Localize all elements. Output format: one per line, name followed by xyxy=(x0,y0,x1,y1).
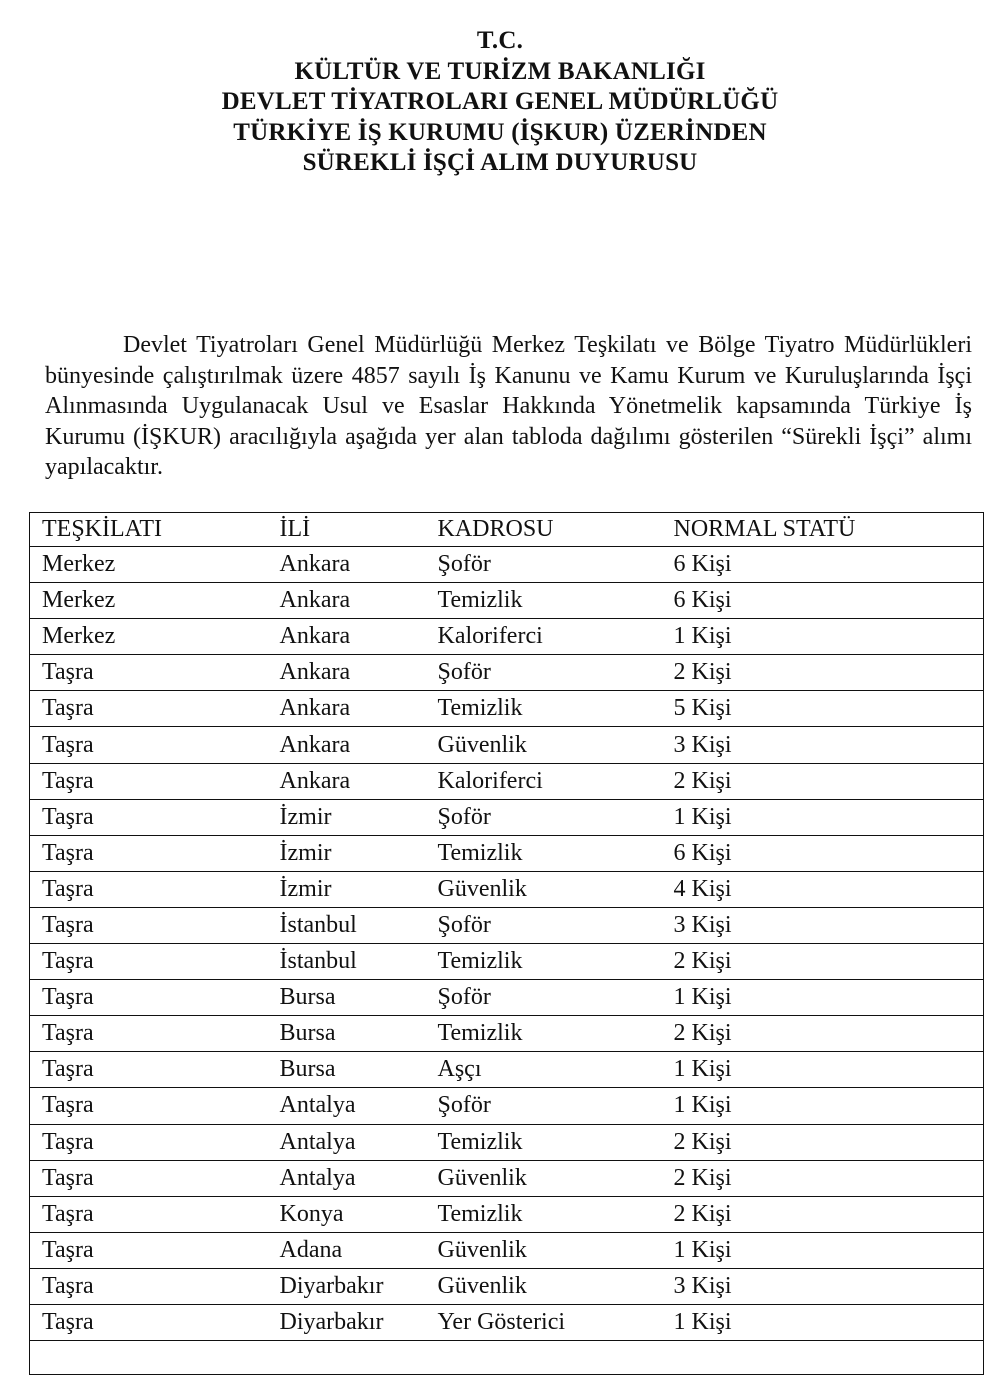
table-row xyxy=(30,1268,984,1304)
cell-kadrosu: Temizlik xyxy=(426,583,662,619)
cell-kadrosu: Şoför xyxy=(426,1088,662,1124)
cell-kadrosu: Temizlik xyxy=(426,944,662,980)
cell-normal-statu: 1 Kişi xyxy=(662,1088,984,1124)
cell-ili: Ankara xyxy=(268,763,426,799)
cell-ili: İstanbul xyxy=(268,907,426,943)
cell-normal-statu: 5 Kişi xyxy=(662,691,984,727)
cell-ili: Ankara xyxy=(268,691,426,727)
cell-ili: Ankara xyxy=(268,547,426,583)
cell-normal-statu: 2 Kişi xyxy=(662,655,984,691)
cell-ili: Diyarbakır xyxy=(268,1304,426,1340)
cell-ili: Antalya xyxy=(268,1088,426,1124)
table-row xyxy=(30,1232,984,1268)
cell-ili: Diyarbakır xyxy=(268,1268,426,1304)
cell-normal-statu: 2 Kişi xyxy=(662,1124,984,1160)
cell-teskilati: Taşra xyxy=(30,1124,268,1160)
table-row xyxy=(30,727,984,763)
cell-kadrosu: Güvenlik xyxy=(426,1232,662,1268)
table-row xyxy=(30,655,984,691)
table-row xyxy=(30,907,984,943)
cell-ili: İzmir xyxy=(268,799,426,835)
cell-normal-statu: 1 Kişi xyxy=(662,799,984,835)
header-agency: TÜRKİYE İŞ KURUMU (İŞKUR) ÜZERİNDEN xyxy=(233,118,767,146)
cell-kadrosu: Şoför xyxy=(426,980,662,1016)
table-row xyxy=(30,583,984,619)
cell-ili: Ankara xyxy=(268,619,426,655)
cell-kadrosu: Kaloriferci xyxy=(426,619,662,655)
cell-normal-statu: 6 Kişi xyxy=(662,835,984,871)
cell-normal-statu: 3 Kişi xyxy=(662,907,984,943)
header-normal-statu: NORMAL STATÜ xyxy=(662,513,984,547)
cell-normal-statu: 1 Kişi xyxy=(662,1232,984,1268)
empty-cell xyxy=(30,1341,984,1375)
table-row xyxy=(30,871,984,907)
cell-normal-statu: 4 Kişi xyxy=(662,871,984,907)
header-tc: T.C. xyxy=(476,27,524,54)
cell-teskilati: Taşra xyxy=(30,727,268,763)
cell-ili: Ankara xyxy=(268,583,426,619)
cell-kadrosu: Güvenlik xyxy=(426,727,662,763)
cell-teskilati: Taşra xyxy=(30,944,268,980)
table-row xyxy=(30,944,984,980)
cell-kadrosu: Şoför xyxy=(426,799,662,835)
cell-teskilati: Taşra xyxy=(30,907,268,943)
header-ministry: KÜLTÜR VE TURİZM BAKANLIĞI xyxy=(294,57,706,85)
cell-kadrosu: Temizlik xyxy=(426,691,662,727)
header-kadrosu: KADROSU xyxy=(426,513,662,547)
cell-kadrosu: Kaloriferci xyxy=(426,763,662,799)
cell-teskilati: Taşra xyxy=(30,1268,268,1304)
cell-ili: Ankara xyxy=(268,655,426,691)
cell-teskilati: Taşra xyxy=(30,871,268,907)
cell-normal-statu: 1 Kişi xyxy=(662,980,984,1016)
cell-teskilati: Taşra xyxy=(30,691,268,727)
recruitment-table xyxy=(29,512,984,1375)
cell-teskilati: Taşra xyxy=(30,835,268,871)
cell-ili: Adana xyxy=(268,1232,426,1268)
table-row xyxy=(30,547,984,583)
cell-teskilati: Taşra xyxy=(30,1052,268,1088)
cell-teskilati: Taşra xyxy=(30,763,268,799)
cell-teskilati: Taşra xyxy=(30,1232,268,1268)
cell-ili: Bursa xyxy=(268,1016,426,1052)
table-body xyxy=(30,547,984,1375)
cell-kadrosu: Temizlik xyxy=(426,835,662,871)
cell-teskilati: Merkez xyxy=(30,583,268,619)
cell-teskilati: Merkez xyxy=(30,619,268,655)
cell-kadrosu: Güvenlik xyxy=(426,1160,662,1196)
cell-normal-statu: 2 Kişi xyxy=(662,944,984,980)
cell-ili: Ankara xyxy=(268,727,426,763)
cell-ili: Bursa xyxy=(268,980,426,1016)
header-announcement-title: SÜREKLİ İŞÇİ ALIM DUYURUSU xyxy=(302,149,698,176)
cell-kadrosu: Aşçı xyxy=(426,1052,662,1088)
cell-teskilati: Taşra xyxy=(30,1196,268,1232)
cell-normal-statu: 2 Kişi xyxy=(662,1160,984,1196)
table-row xyxy=(30,835,984,871)
header-ili: İLİ xyxy=(268,513,426,547)
cell-kadrosu: Şoför xyxy=(426,907,662,943)
cell-normal-statu: 6 Kişi xyxy=(662,583,984,619)
cell-normal-statu: 2 Kişi xyxy=(662,1196,984,1232)
cell-kadrosu: Şoför xyxy=(426,655,662,691)
cell-ili: İzmir xyxy=(268,835,426,871)
table-row xyxy=(30,1052,984,1088)
cell-normal-statu: 2 Kişi xyxy=(662,763,984,799)
cell-kadrosu: Temizlik xyxy=(426,1016,662,1052)
cell-teskilati: Taşra xyxy=(30,1304,268,1340)
cell-teskilati: Taşra xyxy=(30,1088,268,1124)
table-row xyxy=(30,691,984,727)
cell-kadrosu: Güvenlik xyxy=(426,1268,662,1304)
cell-ili: İzmir xyxy=(268,871,426,907)
table-row xyxy=(30,980,984,1016)
table-row xyxy=(30,1088,984,1124)
table-row xyxy=(30,1016,984,1052)
cell-teskilati: Taşra xyxy=(30,1160,268,1196)
cell-normal-statu: 2 Kişi xyxy=(662,1016,984,1052)
cell-teskilati: Taşra xyxy=(30,980,268,1016)
cell-kadrosu: Temizlik xyxy=(426,1124,662,1160)
cell-normal-statu: 3 Kişi xyxy=(662,727,984,763)
table-header-row xyxy=(30,513,984,547)
table-row xyxy=(30,1160,984,1196)
cell-normal-statu: 1 Kişi xyxy=(662,619,984,655)
table-row xyxy=(30,763,984,799)
header-teskilati: TEŞKİLATI xyxy=(30,513,268,547)
cell-ili: İstanbul xyxy=(268,944,426,980)
cell-normal-statu: 6 Kişi xyxy=(662,547,984,583)
cell-teskilati: Taşra xyxy=(30,1016,268,1052)
table-row xyxy=(30,619,984,655)
table-row xyxy=(30,1304,984,1340)
cell-kadrosu: Şoför xyxy=(426,547,662,583)
cell-normal-statu: 1 Kişi xyxy=(662,1052,984,1088)
cell-kadrosu: Temizlik xyxy=(426,1196,662,1232)
cell-ili: Antalya xyxy=(268,1124,426,1160)
table-row xyxy=(30,799,984,835)
cell-teskilati: Taşra xyxy=(30,655,268,691)
cell-ili: Bursa xyxy=(268,1052,426,1088)
cell-normal-statu: 3 Kişi xyxy=(662,1268,984,1304)
table-row xyxy=(30,1196,984,1232)
cell-kadrosu: Güvenlik xyxy=(426,871,662,907)
cell-teskilati: Taşra xyxy=(30,799,268,835)
header-directorate: DEVLET TİYATROLARI GENEL MÜDÜRLÜĞÜ xyxy=(221,88,779,115)
cell-normal-statu: 1 Kişi xyxy=(662,1304,984,1340)
cell-kadrosu: Yer Gösterici xyxy=(426,1304,662,1340)
document-header xyxy=(0,26,1000,179)
cell-ili: Antalya xyxy=(268,1160,426,1196)
cell-teskilati: Merkez xyxy=(30,547,268,583)
cell-ili: Konya xyxy=(268,1196,426,1232)
table-empty-row xyxy=(30,1341,984,1375)
announcement-paragraph: Devlet Tiyatroları Genel Müdürlüğü Merkez Teşkilatı ve Bölge Tiyatro Müdürlükleri bünyesinde çalıştırılmak üzere 4857 sayılı İş Kanunu ve Kamu Kurum ve Kuruluşlarında İşçi Alınmasında Uygulanacak Usul ve Esaslar Hakkında Yönetmelik kapsamında Türkiye İş Kurumu (İŞKUR) aracılığıyla aşağıda yer alan tabloda dağılımı gösterilen “Sürekli İşçi” alımı yapılacaktır. xyxy=(45,332,972,481)
table-row xyxy=(30,1124,984,1160)
